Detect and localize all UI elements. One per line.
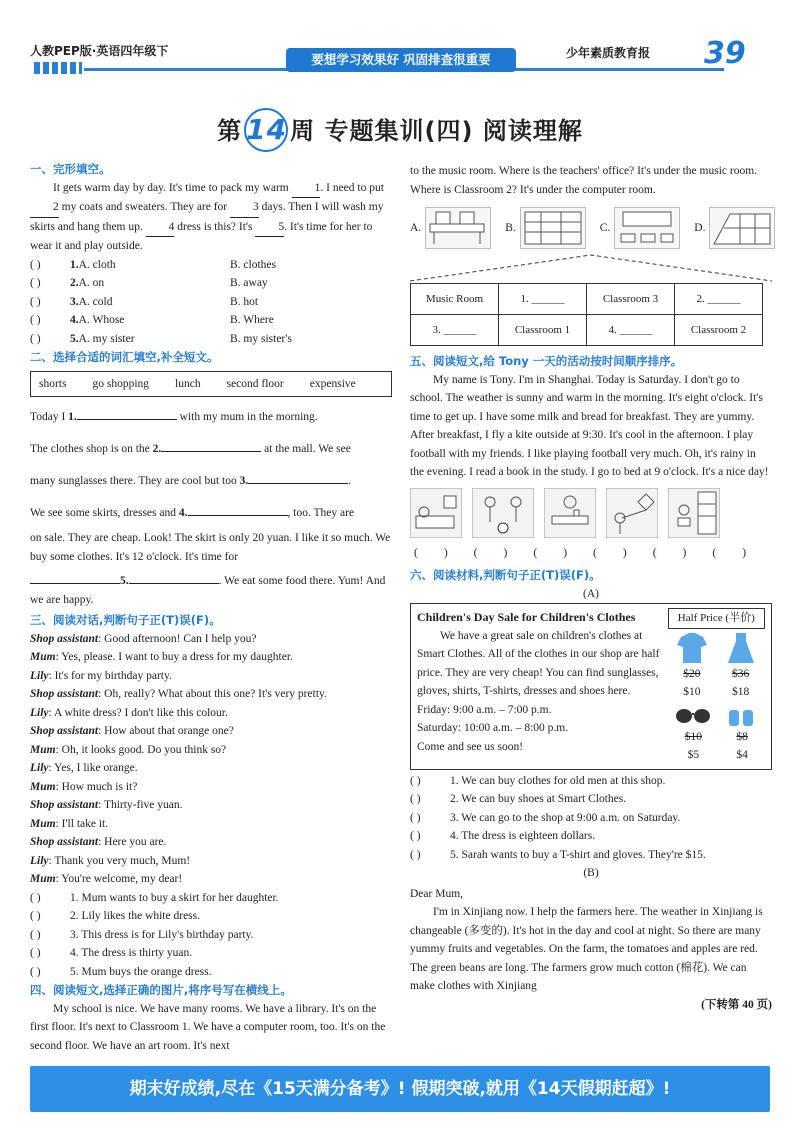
speaker: Mum	[30, 873, 56, 885]
new-price: $18	[732, 686, 750, 698]
week-number: 14	[244, 108, 288, 152]
old-price: $36	[732, 667, 750, 680]
option-row	[30, 330, 392, 349]
order-paren[interactable]: ( )	[593, 546, 627, 559]
dialogue-line: Lily: Thank you very much, Mum!	[30, 854, 191, 867]
answer-paren[interactable]: ( )	[410, 811, 421, 824]
answer-blank[interactable]	[161, 451, 261, 452]
room-cell: Classroom 1	[499, 315, 587, 346]
order-paren[interactable]: ( )	[652, 546, 687, 559]
option-row	[30, 256, 392, 275]
sale-ad	[410, 603, 772, 770]
option-b: B. my sister's	[230, 332, 292, 345]
option-b: B. clothes	[230, 258, 276, 271]
option-b: B. hot	[230, 295, 259, 308]
fill-line: The clothes shop is on the 2. at the mall. We see	[30, 443, 351, 455]
room-picture	[600, 207, 681, 249]
room-cell: Classroom 3	[587, 284, 675, 315]
section-6-heading: 六、阅读材料,判断句子正(T)误(F)。	[410, 568, 601, 582]
dialogue-line: Shop assistant: Here you are.	[30, 836, 167, 848]
option-a: 5.A. my sister	[70, 332, 135, 345]
answer-paren[interactable]: ( )	[30, 277, 41, 289]
option-a: 4.A. Whose	[70, 314, 125, 326]
old-price: $20	[683, 667, 701, 680]
tony-passage: My name is Tony. I'm in Shanghai. Today is Saturday. I don't go to school. The weather is sunny and warm in the morning. It's eight o'clock. It's time to get up. I have some milk and bread for breakfast. They are yummy. After breakfast, I fly a kite outside at 9:30. It's cool in the afternoon. I play football with my friends. I like playing football very much. Oh, it's rainy in the evening. I read a book in the study. I go to bed at 9 o'clock. It's a nice day!	[410, 373, 769, 478]
tshirt-icon	[675, 631, 709, 665]
order-paren[interactable]: ( )	[473, 546, 508, 559]
option-b: B. away	[230, 277, 268, 289]
speaker: Lily	[30, 854, 49, 867]
reading-picture	[668, 488, 720, 538]
cloze-blank: 1	[292, 179, 321, 199]
dialogue-line: Shop assistant: Thirty-five yuan.	[30, 799, 183, 811]
option-row	[30, 274, 392, 293]
room-pictures	[410, 207, 772, 249]
dialogue-line: Mum: You're welcome, my dear!	[30, 873, 183, 885]
order-paren[interactable]: ( )	[533, 546, 568, 559]
tf-question: ( ) 1. Mum wants to buy a skirt for her daughter.	[30, 889, 392, 908]
dialogue-line: Lily: It's for my birthday party.	[30, 669, 172, 682]
cloze-blank: 4	[146, 218, 175, 238]
section-2-heading: 二、选择合适的词汇填空,补全短文。	[30, 350, 219, 364]
house-roof	[410, 253, 772, 283]
football-picture	[472, 488, 534, 538]
section-3-heading: 三、阅读对话,判断句子正(T)误(F)。	[30, 613, 221, 627]
floor-row	[411, 284, 763, 315]
speaker: Shop assistant	[30, 725, 99, 737]
dialogue	[30, 630, 392, 889]
part-b-label: (B)	[583, 867, 599, 879]
sale-title: Children's Day Sale for Children's Clothes	[417, 610, 636, 624]
tf-question: ( ) 2. Lily likes the white dress.	[30, 907, 392, 926]
newspaper-name: 少年素质教育报	[566, 46, 651, 60]
left-column	[30, 160, 392, 1055]
speaker: Mum	[30, 817, 56, 830]
speaker: Lily	[30, 669, 49, 682]
answer-blank[interactable]	[77, 419, 177, 420]
answer-paren[interactable]: ( )	[30, 947, 41, 959]
tf-question: ( ) 2. We can buy shoes at Smart Clothes.	[410, 790, 772, 809]
speaker: Mum	[30, 651, 56, 663]
title-prefix: 第	[217, 117, 243, 145]
picture-label: B.	[505, 221, 516, 234]
dialogue-line: Mum: Yes, please. I want to buy a dress for my daughter.	[30, 651, 293, 663]
answer-paren[interactable]: ( )	[30, 314, 41, 326]
come-text: Come and see us soon!	[417, 740, 524, 753]
speaker: Shop assistant	[30, 688, 99, 700]
speaker: Shop assistant	[30, 799, 99, 811]
room-cell: 3. ______	[411, 315, 499, 346]
speaker: Lily	[30, 706, 49, 719]
page-number: 39	[704, 36, 746, 71]
speaker: Mum	[30, 780, 56, 793]
option-b: B. Where	[230, 314, 274, 326]
section-5-heading: 五、阅读短文,给 Tony 一天的活动按时间顺序排序。	[410, 354, 683, 368]
room-cell: Music Room	[411, 284, 499, 315]
word-bank-item: second floor	[226, 377, 284, 390]
new-price: $4	[736, 749, 748, 761]
half-price-label: Half Price (半价)	[668, 608, 765, 629]
answer-paren[interactable]: ( )	[30, 928, 41, 941]
room-cell: 2. ______	[675, 284, 763, 315]
speaker: Shop assistant	[30, 836, 99, 848]
kite-picture	[606, 488, 658, 538]
answer-paren[interactable]: ( )	[410, 830, 421, 842]
room-drawing	[425, 207, 491, 249]
edition-label: 人教PEP版·英语四年级下	[30, 44, 169, 58]
tf-question: ( ) 5. Mum buys the orange dress.	[30, 963, 392, 982]
header-stripes	[34, 62, 82, 74]
section-4-heading: 四、阅读短文,选择正确的图片,将序号写在横线上。	[30, 983, 292, 997]
answer-blank[interactable]	[129, 583, 219, 584]
title-suffix: 周 专题集训(四) 阅读理解	[290, 117, 583, 145]
fill-line: many sunglasses there. They are cool but too 3. .	[30, 475, 352, 487]
letter-text: I'm in Xinjiang now. I help the farmers here. The weather in Xinjiang is changeable (多变的). It's hot in the day and cool at night. So there are many yummy fruits and vegetables. On the farm, the tomatoes and apples are red. The green beans are long. The farmers grow much cotton (棉花). We can make clothes with Xinjiang	[410, 906, 763, 992]
answer-paren[interactable]: ( )	[410, 848, 421, 861]
right-column	[410, 162, 772, 1014]
tf-question: ( ) 1. We can buy clothes for old men at this shop.	[410, 772, 772, 791]
room-cell: 1. ______	[499, 284, 587, 315]
word-bank-item: shorts	[39, 377, 67, 390]
picture-label: D.	[694, 221, 706, 234]
room-drawing	[709, 207, 775, 249]
old-price: $8	[736, 730, 748, 743]
old-price: $10	[684, 730, 702, 743]
dialogue-line: Lily: A white dress? I don't like this colour.	[30, 706, 228, 719]
dialogue-line: Mum: I'll take it.	[30, 817, 109, 830]
floor-row	[411, 315, 763, 346]
section-1-heading: 一、完形填空。	[30, 162, 111, 176]
header-banner: 要想学习效果好 巩固排查很重要	[286, 48, 516, 72]
sale-text: We have a great sale on children's clothes at Smart Clothes. All of the clothes in our shop are half price. They are very cheap! You can find sunglasses, gloves, shirts, T-shirts, dresses and shoes here.	[417, 629, 660, 697]
bed-picture	[410, 488, 462, 538]
order-paren[interactable]: ( )	[414, 546, 448, 559]
part-a-label: (A)	[583, 587, 599, 600]
dialogue-line: Mum: Oh, it looks good. Do you think so?	[30, 743, 227, 756]
cloze-blank: 5	[255, 218, 284, 238]
room-drawing	[614, 207, 680, 249]
room-picture	[410, 207, 491, 249]
continued-note: (下转第 40 页)	[701, 998, 772, 1011]
word-bank-item: expensive	[309, 377, 356, 390]
letter-greeting: Dear Mum,	[410, 887, 464, 900]
footer-banner: 期末好成绩,尽在《15天满分备考》! 假期突破,就用《14天假期赶超》!	[30, 1066, 770, 1112]
order-answers	[410, 544, 772, 563]
word-bank	[30, 371, 392, 398]
answer-blank[interactable]	[188, 515, 288, 516]
tf-question: ( ) 4. The dress is thirty yuan.	[30, 944, 392, 963]
cloze-blank: 3	[230, 198, 259, 218]
room-drawing	[520, 207, 586, 249]
page-title	[0, 108, 800, 152]
speaker: Shop assistant	[30, 632, 99, 645]
order-paren[interactable]: ( )	[712, 546, 747, 559]
room-picture	[694, 207, 775, 249]
answer-paren[interactable]: ( )	[30, 258, 41, 271]
speaker: Mum	[30, 743, 56, 756]
picture-label: A.	[410, 221, 422, 234]
blank-number: 5.	[120, 575, 129, 587]
activity-pictures	[410, 488, 772, 538]
answer-paren[interactable]: ( )	[30, 891, 41, 904]
breakfast-picture	[544, 488, 596, 538]
dress-icon	[724, 631, 758, 665]
fill-line: Today I 1. with my mum in the morning.	[30, 411, 318, 423]
hours-friday: Friday: 9:00 a.m. – 7:00 p.m.	[417, 703, 552, 716]
floor-plan-table	[410, 283, 763, 346]
answer-paren[interactable]: ( )	[410, 774, 421, 787]
room-cell: Classroom 2	[675, 315, 763, 346]
cloze-passage: It gets warm day by day. It's time to pack my warm 1. I need to put 2 my coats and sweaters. They are for 3 days. Then I will wash my skirts and hang them up. 4 dress is this? It's 5. It's time for her to wear it and play outside.	[30, 179, 392, 256]
tf-question: ( ) 4. The dress is eighteen dollars.	[410, 827, 772, 846]
answer-paren[interactable]: ( )	[30, 910, 41, 922]
tf-question: ( ) 5. Sarah wants to buy a T-shirt and gloves. They're $15.	[410, 846, 772, 865]
dialogue-line: Shop assistant: Oh, really? What about this one? It's very pretty.	[30, 688, 327, 700]
price-panel	[668, 608, 765, 765]
option-a: 1.A. cloth	[70, 258, 116, 271]
picture-label: C.	[599, 221, 611, 234]
fill-line: We see some skirts, dresses and 4. , too. They are	[30, 507, 355, 519]
answer-paren[interactable]: ( )	[30, 332, 41, 345]
hours-saturday: Saturday: 10:00 a.m. – 8:00 p.m.	[417, 722, 569, 734]
answer-blank[interactable]	[248, 483, 348, 484]
fill-passage: Today I 1. with my mum in the morning. The clothes shop is on the 2. at the mall. We see many sunglasses there. They are cool but too 3. . We see some skirts, dresses and 4. , too. They are on sale. They are cheap. Look! The skirt is only 20 yuan. I like it so much. We buy some clothes. It's 12 o'clock. It's time for 5. . We eat some food there. Yum! And we are happy.	[30, 401, 392, 609]
answer-paren[interactable]: ( )	[410, 793, 421, 805]
cloze-blank: 2	[30, 198, 59, 218]
option-row	[30, 311, 392, 330]
dialogue-line: Shop assistant: How about that orange one?	[30, 725, 234, 737]
speaker: Lily	[30, 762, 49, 774]
answer-paren[interactable]: ( )	[30, 295, 41, 308]
fill-passage-text: on sale. They are cheap. Look! The skirt is only 20 yuan. I like it so much. We buy some clothes. It's 12 o'clock. It's time for	[30, 532, 391, 563]
room-picture	[505, 207, 586, 249]
tf-question: ( ) 3. We can go to the shop at 9:00 a.m. on Saturday.	[410, 809, 772, 828]
school-passage: My school is nice. We have many rooms. We have a library. It's on the first floor. It's next to Classroom 1. We have a computer room, too. It's on the second floor. We have an art room. It's next	[30, 1002, 386, 1052]
word-bank-item: lunch	[175, 377, 201, 390]
dialogue-line: Lily: Yes, I like orange.	[30, 762, 138, 774]
dialogue-line: Mum: How much is it?	[30, 780, 138, 793]
school-passage-cont: to the music room. Where is the teachers' office? It's under the music room. Where is Classroom 2? It's under the computer room.	[410, 165, 758, 196]
room-cell: 4. ______	[587, 315, 675, 346]
option-a: 2.A. on	[70, 277, 105, 289]
sunglasses-icon	[674, 704, 712, 728]
gloves-icon	[725, 704, 759, 728]
dialogue-line: Shop assistant: Good afternoon! Can I help you?	[30, 632, 257, 645]
option-row	[30, 293, 392, 312]
option-a: 3.A. cold	[70, 295, 113, 308]
tf-question: ( ) 3. This dress is for Lily's birthday party.	[30, 926, 392, 945]
answer-paren[interactable]: ( )	[30, 965, 41, 978]
new-price: $5	[687, 749, 700, 761]
new-price: $10	[683, 686, 701, 698]
word-bank-item: go shopping	[92, 377, 150, 390]
